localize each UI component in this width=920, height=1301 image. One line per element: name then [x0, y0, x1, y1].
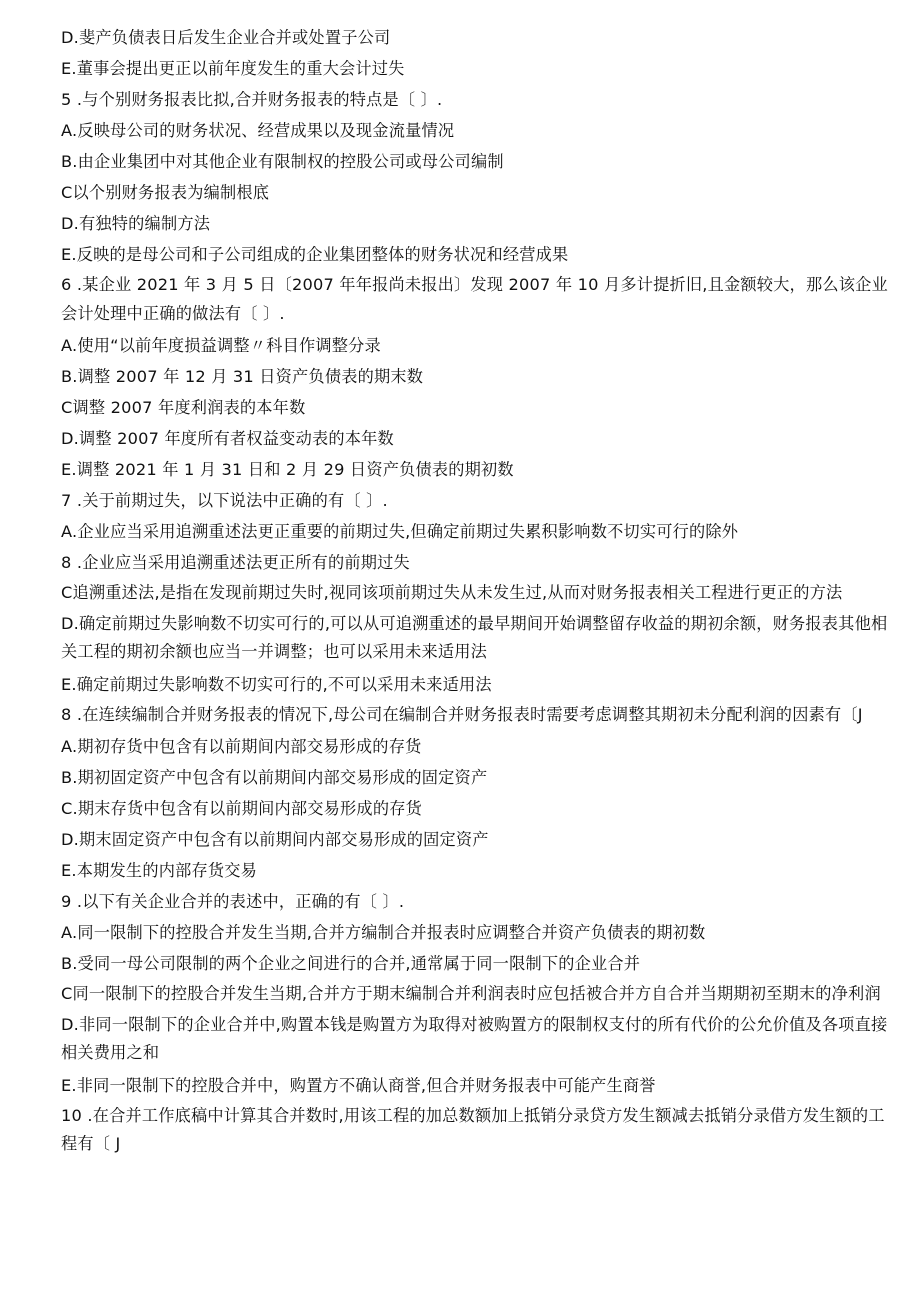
question-6: 6 .某企业 2021 年 3 月 5 日〔2007 年年报尚未报出〕发现 2007 年 10 月多计提折旧,且金额较大，那么该企业会计处理中正确的做法有〔 〕.: [61, 275, 888, 323]
option-d: D.调整 2007 年度所有者权益变动表的本年数: [61, 429, 394, 448]
option-d: D.非同一限制下的企业合并中,购置本钱是购置方为取得对被购置方的限制权支付的所有代价的公允价值及各项直接相关费用之和: [61, 1014, 888, 1062]
question-10: 10 .在合并工作底稿中计算其合并数时,用该工程的加总数额加上抵销分录贷方发生额减去抵销分录借方发生额的工程有〔 J: [61, 1105, 885, 1153]
option-a: A.期初存货中包含有以前期间内部交易形成的存货: [61, 737, 422, 756]
option-e: E.确定前期过失影响数不切实可行的,不可以采用未来适用法: [61, 674, 492, 694]
question-8-fragment: 8 .企业应当采用追溯重述法更正所有的前期过失: [61, 553, 410, 572]
option-d: D.确定前期过失影响数不切实可行的,可以从可追溯重述的最早期间开始调整留存收益的期初余额，财务报表其他相关工程的期初余额也应当一并调整；也可以采用未来适用法: [61, 613, 888, 661]
text-line: D.斐产负债表日后发生企业合并或处置子公司: [61, 28, 391, 47]
option-c: C.期末存货中包含有以前期间内部交易形成的存货: [61, 799, 422, 818]
question-7: 7 .关于前期过失，以下说法中正确的有〔 〕.: [61, 491, 388, 510]
question-5: 5 .与个别财务报表比拟,合并财务报表的特点是〔 〕.: [61, 90, 443, 109]
option-b: B.期初固定资产中包含有以前期间内部交易形成的固定资产: [61, 768, 488, 787]
option-d: D.有独特的编制方法: [61, 214, 211, 233]
option-a: A.使用“以前年度损益调整〃科目作调整分录: [61, 336, 381, 355]
option-b: B.由企业集团中对其他企业有限制权的控股公司或母公司编制: [61, 152, 504, 171]
option-c: C追溯重述法,是指在发现前期过失时,视同该项前期过失从未发生过,从而对财务报表相关工程进行更正的方法: [61, 583, 843, 602]
document-page: [61, 22, 891, 1161]
option-e: E.调整 2021 年 1 月 31 日和 2 月 29 日资产负债表的期初数: [61, 460, 514, 479]
question-8: 8 .在连续编制合并财务报表的情况下,母公司在编制合并财务报表时需要考虑调整其期初未分配利润的因素有〔J: [61, 704, 863, 724]
option-d: D.期末固定资产中包含有以前期间内部交易形成的固定资产: [61, 830, 489, 849]
option-e: E.非同一限制下的控股合并中，购置方不确认商誉,但合并财务报表中可能产生商誉: [61, 1075, 656, 1095]
option-e: E.反映的是母公司和子公司组成的企业集团整体的财务状况和经营成果: [61, 245, 569, 264]
question-9: 9 .以下有关企业合并的表述中，正确的有〔 〕.: [61, 892, 405, 911]
option-c: C以个别财务报表为编制根底: [61, 183, 270, 202]
option-c: C同一限制下的控股合并发生当期,合并方于期末编制合并利润表时应包括被合并方自合并当期期初至期末的净利润: [61, 984, 881, 1003]
option-a: A.反映母公司的财务状况、经营成果以及现金流量情况: [61, 121, 455, 140]
option-b: B.调整 2007 年 12 月 31 日资产负债表的期末数: [61, 367, 424, 386]
option-a: A.同一限制下的控股合并发生当期,合并方编制合并报表时应调整合并资产负债表的期初数: [61, 923, 706, 942]
text-line: E.董事会提出更正以前年度发生的重大会计过失: [61, 59, 405, 78]
option-a: A.企业应当采用追溯重述法更正重要的前期过失,但确定前期过失累积影响数不切实可行的除外: [61, 522, 739, 541]
option-c: C调整 2007 年度利润表的本年数: [61, 398, 306, 417]
option-b: B.受同一母公司限制的两个企业之间进行的合并,通常属于同一限制下的企业合并: [61, 954, 641, 973]
option-e: E.本期发生的内部存货交易: [61, 861, 258, 880]
